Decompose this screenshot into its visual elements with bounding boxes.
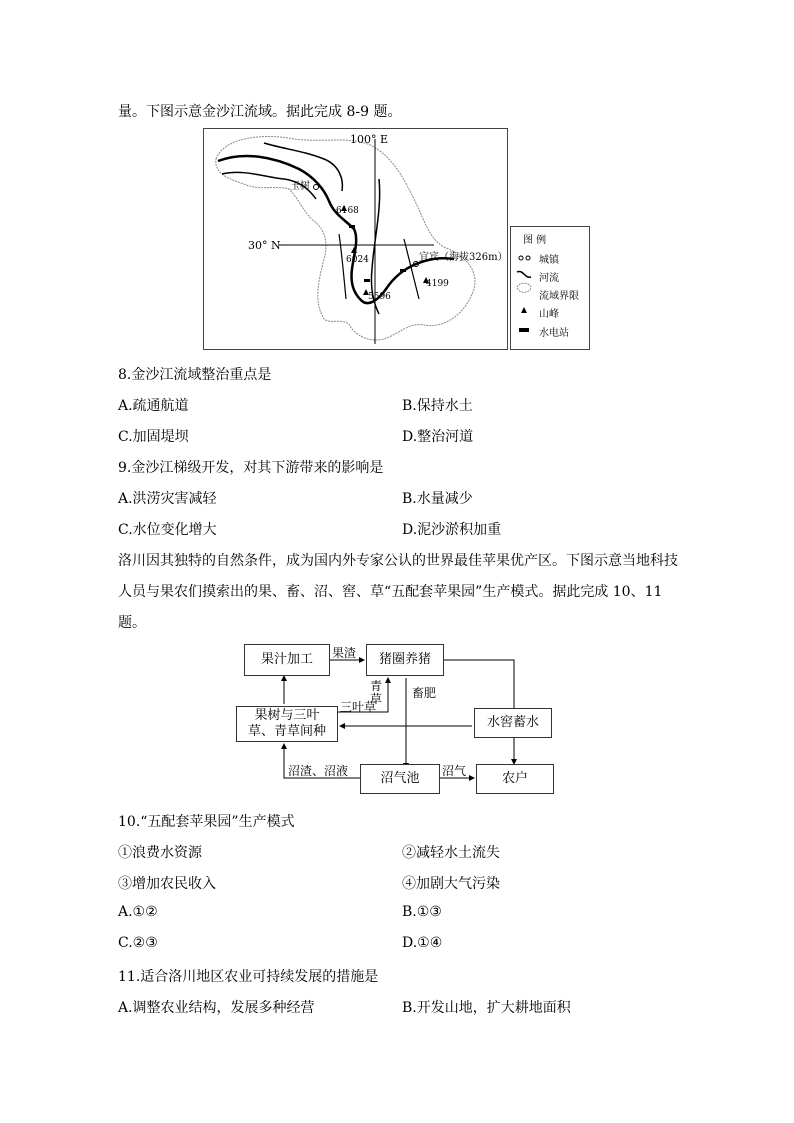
green-grass-label: 青草 <box>370 679 383 706</box>
river-icon <box>517 271 531 277</box>
q10-stem: 10.“五配套苹果园”生产模式 <box>118 814 295 830</box>
passage-line: 人员与果农们摸索出的果、畜、沼、窖、草“五配套苹果园”生产模式。据此完成 10、11 <box>118 584 663 600</box>
q10-item: ②减轻水土流失 <box>402 845 500 861</box>
legend-title: 图 例 <box>523 235 547 246</box>
q9-option-b[interactable]: B.水量减少 <box>402 491 473 507</box>
hydropower-station-icon <box>364 279 370 282</box>
main-river <box>218 156 454 303</box>
q8-option-d[interactable]: D.整治河道 <box>402 429 474 445</box>
boundary-icon <box>517 283 531 292</box>
hydropower-station-icon <box>400 269 406 272</box>
peak-label: 4199 <box>426 279 449 289</box>
passage-line: 题。 <box>118 615 146 631</box>
water-cellar-box: 水窖蓄水 <box>474 708 552 738</box>
q10-option-d[interactable]: D.①④ <box>402 935 443 951</box>
biogas-label: 沼气 <box>442 764 467 778</box>
intro-line: 量。下图示意金沙江流域。据此完成 8-9 题。 <box>118 104 402 120</box>
jinsha-river-map <box>203 128 508 350</box>
q8-option-b[interactable]: B.保持水土 <box>402 398 473 414</box>
yushu-city-icon <box>314 185 319 190</box>
hydropower-station-icon <box>519 328 529 332</box>
q11-option-a[interactable]: A.调整农业结构，发展多种经营 <box>118 1000 315 1016</box>
passage-line: 洛川因其独特的自然条件，成为国内外专家公认的世界最佳苹果优产区。下图示意当地科技 <box>118 553 678 569</box>
q10-option-a[interactable]: A.①② <box>118 904 158 920</box>
q10-item: ④加剧大气污染 <box>402 876 500 892</box>
q9-option-a[interactable]: A.洪涝灾害减轻 <box>118 491 217 507</box>
q8-stem: 8.金沙江流域整治重点是 <box>118 367 272 383</box>
farmer-box: 农户 <box>476 764 554 794</box>
city-icon <box>526 256 530 260</box>
q10-item: ③增加农民收入 <box>118 876 216 892</box>
manure-label: 畜肥 <box>412 686 437 700</box>
q9-option-c[interactable]: C.水位变化增大 <box>118 522 217 538</box>
orchard-intercrop-box: 果树与三叶草、青草间种 <box>236 706 338 742</box>
yibin-label: 宜宾（海拔326m） <box>419 252 507 263</box>
clover-label: 三叶草 <box>340 700 377 714</box>
city-icon <box>519 256 523 260</box>
yushu-label: 玉树 <box>290 181 310 192</box>
q11-stem: 11.适合洛川地区农业可持续发展的措施是 <box>118 969 379 985</box>
hydropower-station-icon <box>349 225 355 228</box>
biogas-tank-box: 沼气池 <box>360 764 440 794</box>
peak-label: 6168 <box>336 206 359 216</box>
legend-item: 山峰 <box>539 309 559 320</box>
legend-item: 水电站 <box>539 328 569 339</box>
peak-icon <box>521 307 527 313</box>
q11-option-b[interactable]: B.开发山地，扩大耕地面积 <box>402 1000 571 1016</box>
peak-label: 6024 <box>346 255 369 265</box>
residue-label: 沼渣、沼液 <box>288 764 349 778</box>
peak-label: 5596 <box>368 292 391 302</box>
parallel-label: 30° N <box>248 239 281 252</box>
legend-item: 河流 <box>539 273 559 284</box>
q9-stem: 9.金沙江梯级开发，对其下游带来的影响是 <box>118 460 384 476</box>
q10-option-c[interactable]: C.②③ <box>118 935 158 951</box>
q10-option-b[interactable]: B.①③ <box>402 904 442 920</box>
q8-option-a[interactable]: A.疏通航道 <box>118 398 189 414</box>
q9-option-d[interactable]: D.泥沙淤积加重 <box>402 522 502 538</box>
pig-raising-box: 猪圈养猪 <box>366 644 444 676</box>
pomace-label: 果渣 <box>332 646 357 660</box>
legend-item: 城镇 <box>539 255 559 266</box>
legend-item: 流域界限 <box>539 291 579 302</box>
q8-option-c[interactable]: C.加固堤坝 <box>118 429 189 445</box>
orchard-model-diagram <box>236 640 556 798</box>
juice-processing-box: 果汁加工 <box>244 644 330 676</box>
map-legend <box>510 226 590 350</box>
meridian-label: 100° E <box>350 133 389 146</box>
q10-item: ①浪费水资源 <box>118 845 202 861</box>
